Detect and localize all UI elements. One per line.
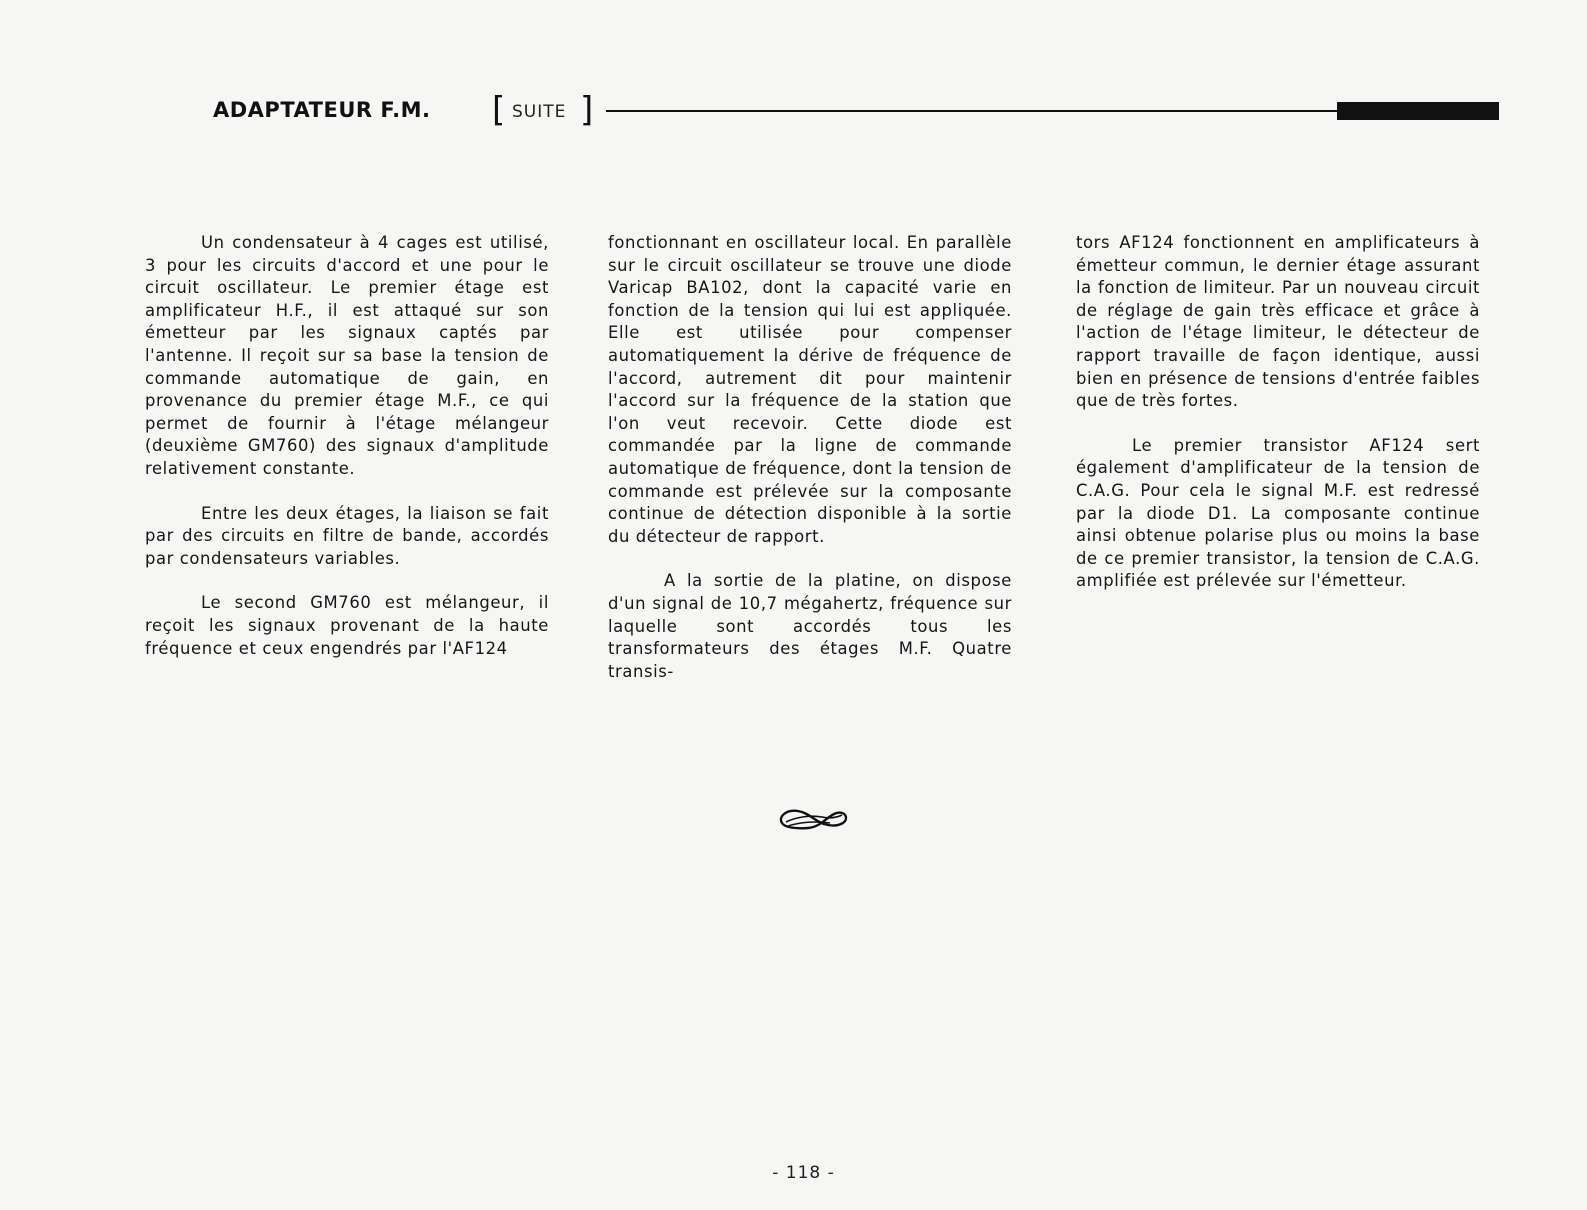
- paragraph: fonctionnant en oscillateur local. En parallèle sur le circuit oscillateur se trouve une diode Varicap BA102, dont la capacité varie en fonction de la tension qui lui est appliquée. Elle est utilisée pour compenser automatiquement la dérive de fréquence de l'accord, autrement dit pour maintenir l'accord sur la fréquence de la station que l'on veut recevoir. Cette diode est commandée par la ligne de commande automatique de fréquence, dont la tension de commande est prélevée sur la composante continue de détection disponible à la sortie du détecteur de rapport.: [608, 233, 1012, 546]
- bracket-open: [: [492, 90, 506, 130]
- header-bar: [1337, 102, 1499, 120]
- text-column-3: [1076, 232, 1480, 615]
- paragraph: Le second GM760 est mélangeur, il reçoit les signaux provenant de la haute fréquence et ceux engendrés par l'AF124: [145, 593, 549, 658]
- paragraph: Un condensateur à 4 cages est utilisé, 3 pour les circuits d'accord et une pour le circuit oscillateur. Le premier étage est amplificateur H.F., il est attaqué sur son émetteur par les signaux captés par l'antenne. Il reçoit sur sa base la tension de commande automatique de gain, en provenance du premier étage M.F., ce qui permet de fournir à l'étage mélangeur (deuxième GM760) des signaux d'amplitude relativement constante.: [145, 233, 549, 478]
- ornament-flourish-icon: [776, 803, 850, 835]
- paragraph: tors AF124 fonctionnent en amplificateurs à émetteur commun, le dernier étage assurant la fonction de limiteur. Par un nouveau circuit de réglage de gain très efficace et grâce à l'action de l'étage limiteur, le détecteur de rapport travaille de façon identique, aussi bien en présence de tensions d'entrée faibles que de très fortes.: [1076, 233, 1480, 411]
- header-rule: [606, 110, 1339, 112]
- paragraph: Entre les deux étages, la liaison se fait par des circuits en filtre de bande, accordés par condensateurs variables.: [145, 503, 549, 568]
- paragraph: A la sortie de la platine, on dispose d'un signal de 10,7 mégahertz, fréquence sur laquelle sont accordés tous les transformateurs des étages M.F. Quatre transis-: [608, 571, 1012, 681]
- paragraph: Le premier transistor AF124 sert également d'amplificateur de la tension de C.A.G. Pour cela le signal M.F. est redressé par la diode D1. La composante continue ainsi obtenue polarise plus ou moins la base de ce premier transistor, la tension de C.A.G. amplifiée est prélevée sur l'émetteur.: [1076, 435, 1480, 591]
- page-number: - 118 -: [772, 1163, 835, 1183]
- bracket-close: ]: [580, 90, 594, 130]
- section-subtitle: SUITE: [512, 102, 567, 122]
- text-column-1: [145, 232, 549, 682]
- section-title: ADAPTATEUR F.M.: [213, 98, 431, 122]
- text-column-2: [608, 232, 1012, 705]
- section-header: [213, 92, 1499, 132]
